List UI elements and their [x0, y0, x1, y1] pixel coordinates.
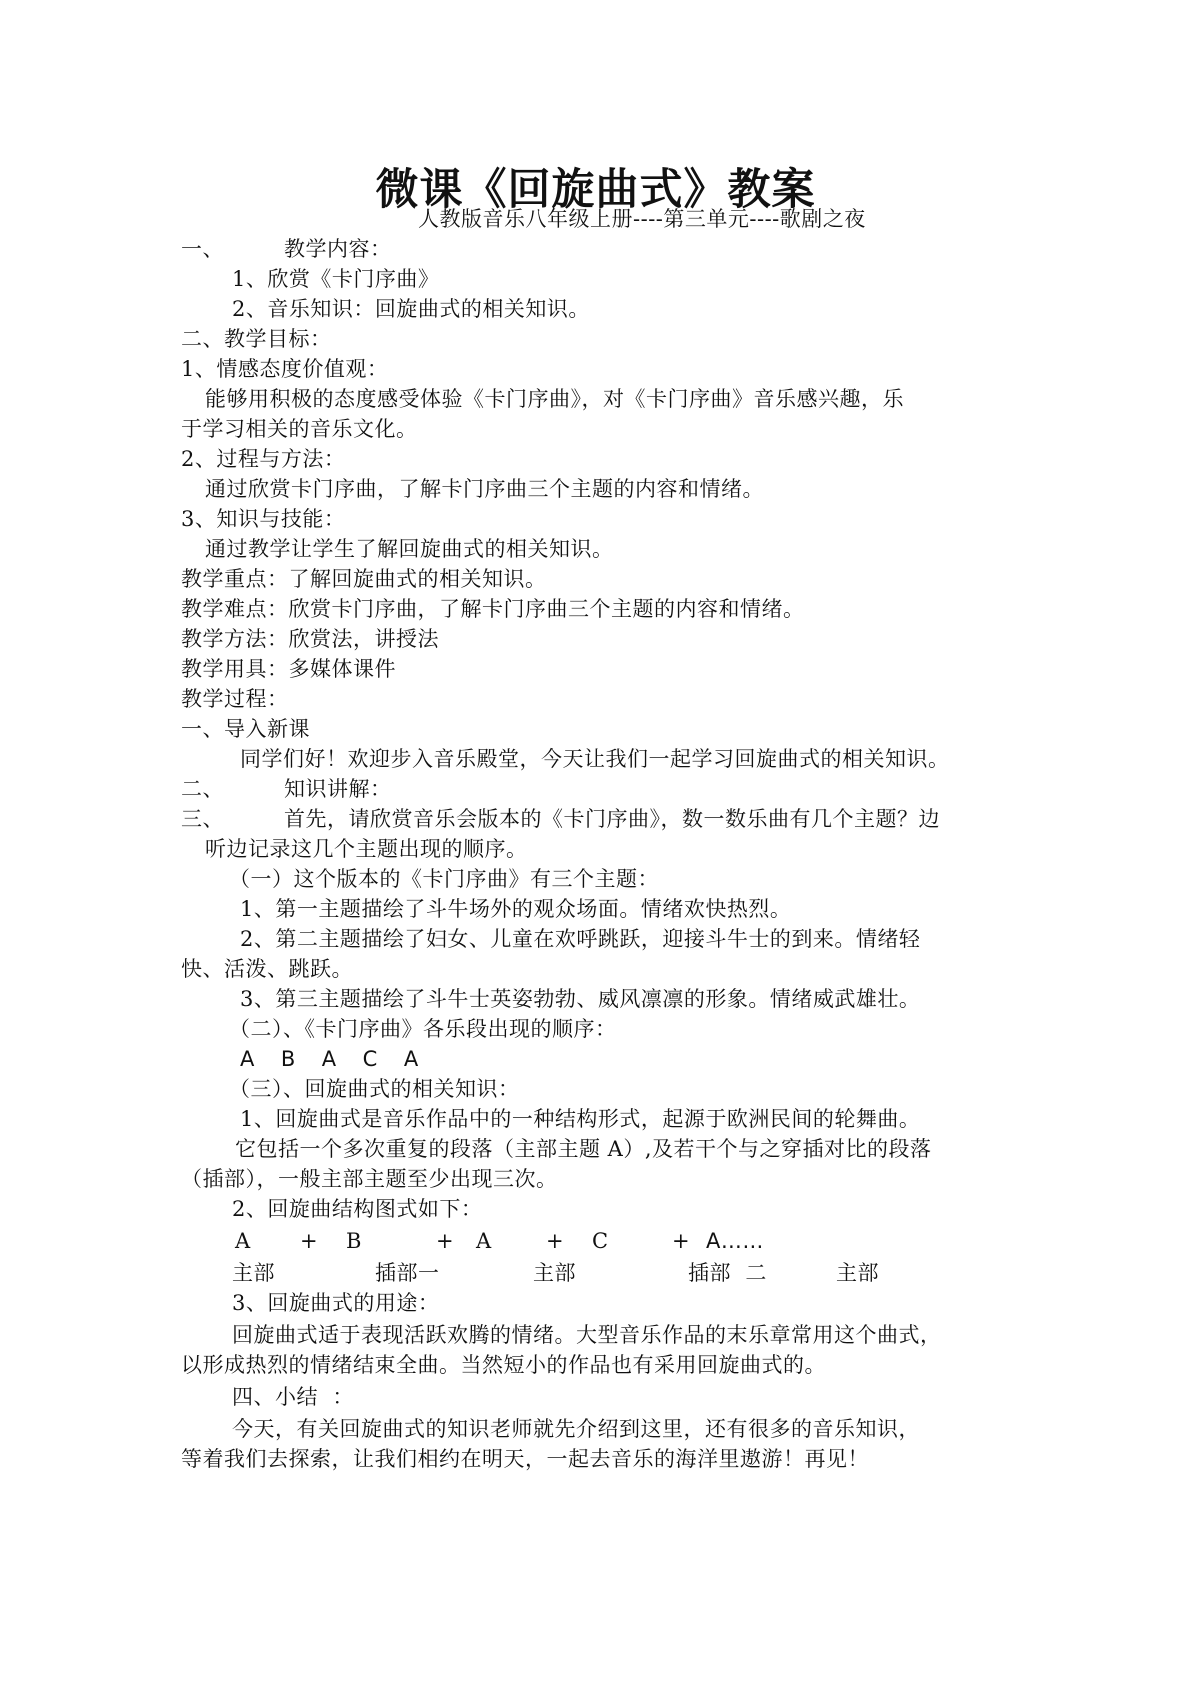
theme1: 1、第一主题描绘了斗牛场外的观众场面。情绪欢快热烈。 [240, 897, 792, 921]
difficulty: 教学难点：欣赏卡门序曲，了解卡门序曲三个主题的内容和情绪。 [181, 597, 805, 621]
summary-line2: 等着我们去探索，让我们相约在明天，一起去音乐的海洋里遨游！再见！ [181, 1447, 869, 1471]
summary-heading: 四、小结 ： [232, 1385, 354, 1409]
sequence-item: C [362, 1047, 378, 1071]
sequence-item: B [280, 1047, 296, 1071]
theme2-line2: 快、活泼、跳跃。 [181, 957, 353, 981]
goal1-heading: 1、情感态度价值观： [181, 357, 389, 381]
goal3-heading: 3、知识与技能： [181, 507, 346, 531]
structure-label: 插部 二 [688, 1261, 767, 1285]
part3-text-line2: 听边记录这几个主题出现的顺序。 [205, 837, 528, 861]
teaching-method: 教学方法：欣赏法，讲授法 [181, 627, 439, 651]
section1-item-2: 2、音乐知识：回旋曲式的相关知识。 [232, 297, 590, 321]
rondo-use-line2: 以形成热烈的情绪结束全曲。当然短小的作品也有采用回旋曲式的。 [181, 1353, 826, 1377]
rondo-use-heading: 3、回旋曲式的用途： [232, 1291, 440, 1315]
structure-plus: + [300, 1229, 319, 1253]
structure-plus: + [546, 1229, 565, 1253]
part2-title: 知识讲解： [284, 777, 392, 801]
structure-part: C [592, 1229, 609, 1253]
goal1-text-line1: 能够用积极的态度感受体验《卡门序曲》，对《卡门序曲》音乐感兴趣，乐 [205, 387, 904, 411]
structure-label: 主部 [232, 1261, 275, 1285]
sequence-item: A [321, 1047, 337, 1071]
section1-heading [181, 234, 392, 264]
rondo-use-line1: 回旋曲式适于表现活跃欢腾的情绪。大型音乐作品的末乐章常用这个曲式， [232, 1323, 942, 1347]
process-heading: 教学过程： [181, 687, 289, 711]
structure-part: A…… [706, 1229, 764, 1253]
rondo-definition-cont-line1: 它包括一个多次重复的段落（主部主题 A）,及若干个与之穿插对比的段落 [235, 1137, 932, 1161]
structure-label: 主部 [533, 1261, 576, 1285]
section-sequence [240, 1044, 445, 1074]
teaching-tools: 教学用具：多媒体课件 [181, 657, 396, 681]
structure-label: 插部一 [375, 1261, 440, 1285]
section2-heading: 二、教学目标： [181, 327, 332, 351]
rondo-definition-cont-line2: （插部），一般主部主题至少出现三次。 [181, 1167, 558, 1191]
part2-number: 二、 [181, 777, 224, 801]
structure-part: B [346, 1229, 362, 1253]
part3-number: 三、 [181, 807, 224, 831]
subsection1-heading: （一）这个版本的《卡门序曲》有三个主题： [229, 867, 659, 891]
theme3: 3、第三主题描绘了斗牛士英姿勃勃、威风凛凛的形象。情绪威武雄壮。 [240, 987, 921, 1011]
key-point: 教学重点：了解回旋曲式的相关知识。 [181, 567, 547, 591]
summary-line1: 今天，有关回旋曲式的知识老师就先介绍到这里，还有很多的音乐知识， [232, 1417, 920, 1441]
goal2-text: 通过欣赏卡门序曲，了解卡门序曲三个主题的内容和情绪。 [205, 477, 764, 501]
structure-plus: + [672, 1229, 691, 1253]
goal3-text: 通过教学让学生了解回旋曲式的相关知识。 [205, 537, 614, 561]
part2-heading [181, 774, 392, 804]
structure-label: 主部 [836, 1261, 879, 1285]
document-subtitle: 人教版音乐八年级上册----第三单元----歌剧之夜 [418, 207, 866, 231]
section1-item-1: 1、欣赏《卡门序曲》 [232, 267, 440, 291]
goal2-heading: 2、过程与方法： [181, 447, 346, 471]
sequence-item: A [403, 1047, 419, 1071]
subsection3-heading: （三）、回旋曲式的相关知识： [229, 1077, 520, 1101]
document-title: 微课《回旋曲式》教案 [375, 165, 816, 215]
section1-number: 一、 [181, 237, 224, 261]
structure-part: A [476, 1229, 492, 1253]
part3-text-line1: 首先，请欣赏音乐会版本的《卡门序曲》，数一数乐曲有几个主题？边 [284, 807, 940, 831]
part1-heading: 一、导入新课 [181, 717, 310, 741]
goal1-text-line2: 于学习相关的音乐文化。 [181, 417, 418, 441]
rondo-definition: 1、回旋曲式是音乐作品中的一种结构形式，起源于欧洲民间的轮舞曲。 [240, 1107, 921, 1131]
sequence-item: A [240, 1047, 255, 1071]
subsection2-heading: （二）、《卡门序曲》各乐段出现的顺序： [229, 1017, 617, 1041]
part3-line1 [181, 804, 940, 834]
part1-text: 同学们好！欢迎步入音乐殿堂，今天让我们一起学习回旋曲式的相关知识。 [240, 747, 950, 771]
rondo-structure-heading: 2、回旋曲结构图式如下： [232, 1197, 483, 1221]
section1-title: 教学内容： [284, 237, 392, 261]
theme2-line1: 2、第二主题描绘了妇女、儿童在欢呼跳跃，迎接斗牛士的到来。情绪轻 [240, 927, 921, 951]
structure-part: A [235, 1229, 251, 1253]
structure-plus: + [436, 1229, 455, 1253]
